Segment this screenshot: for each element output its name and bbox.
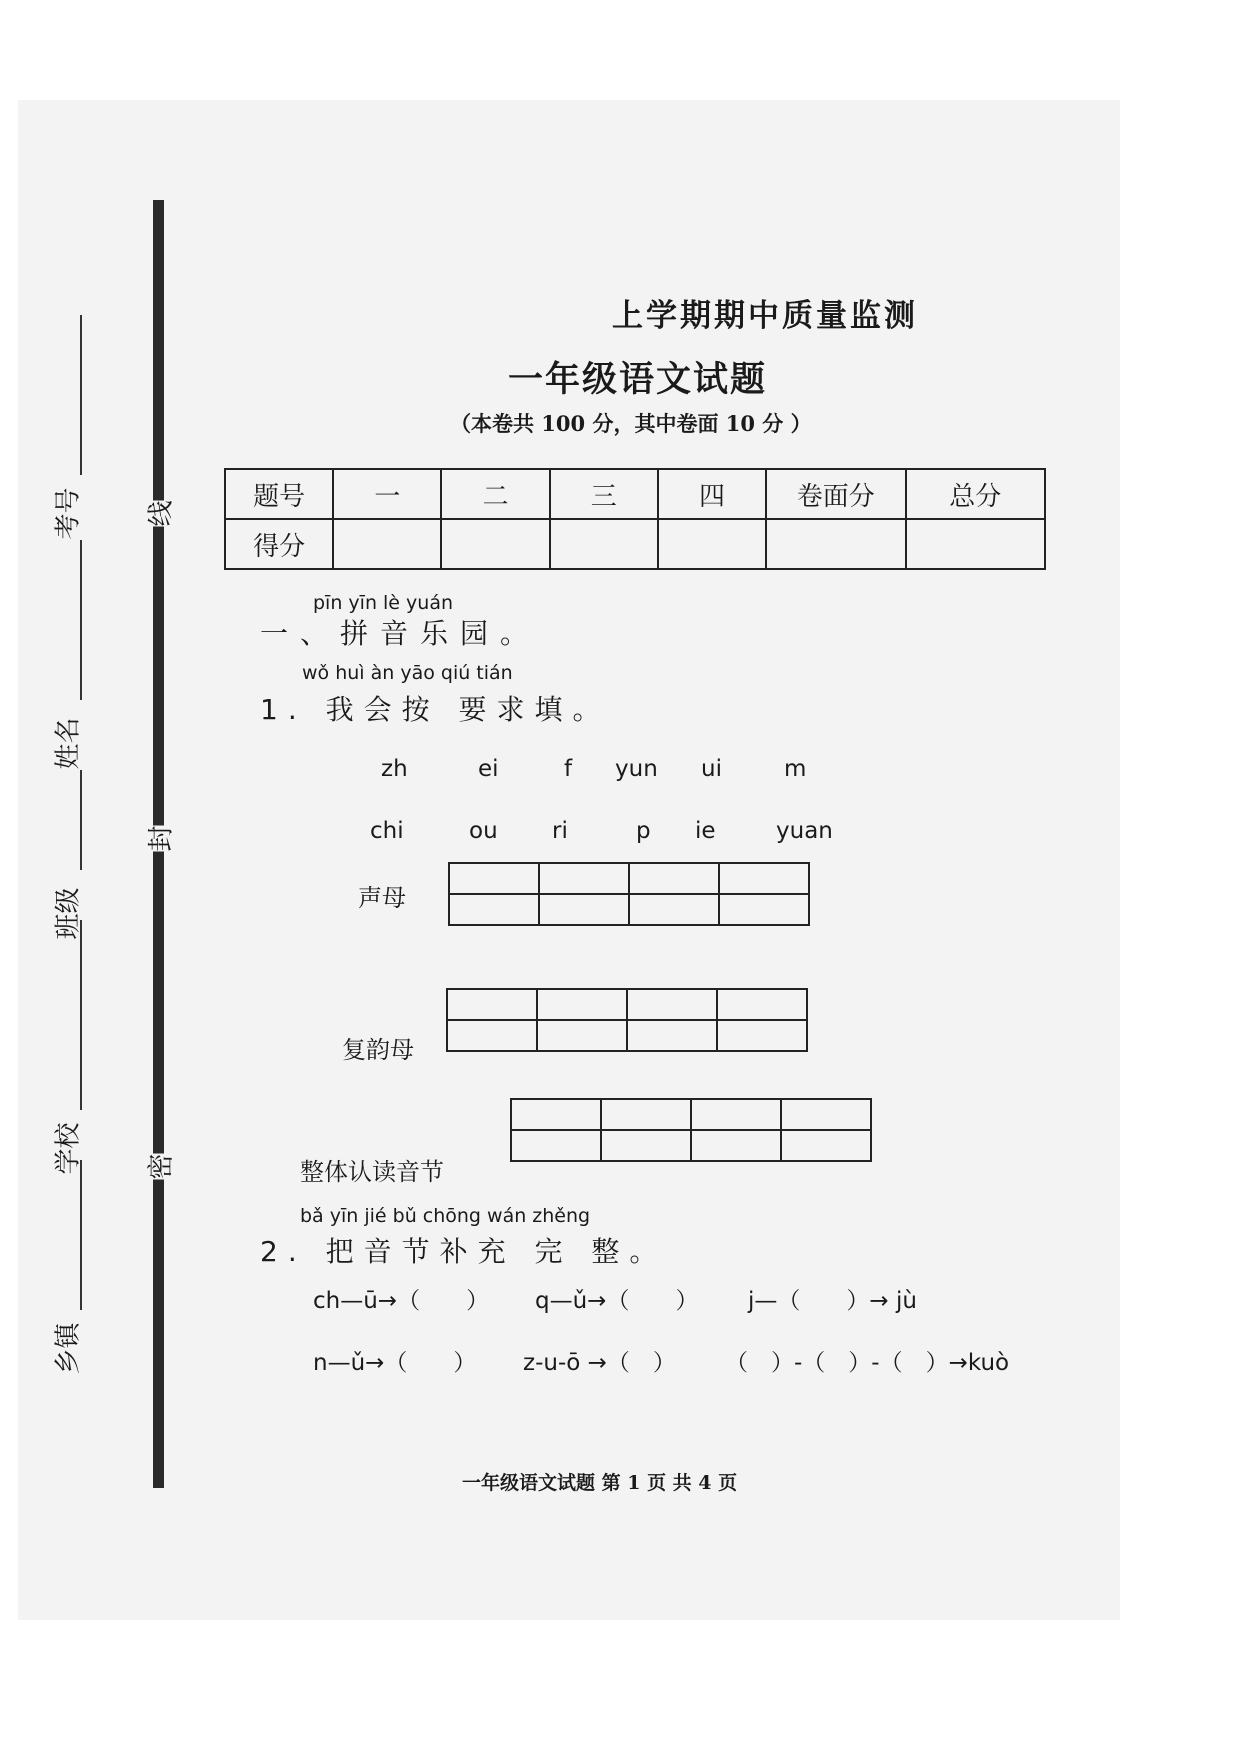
score-cell[interactable] xyxy=(658,519,766,569)
banji-line xyxy=(80,770,82,870)
q2-fill[interactable]: j—（ ）→ jù xyxy=(748,1288,917,1314)
answer-cell[interactable] xyxy=(781,1099,871,1130)
side-label-xingming: 姓名 xyxy=(53,717,84,770)
q1-syllable: p xyxy=(636,818,651,844)
answer-cell[interactable] xyxy=(511,1130,601,1161)
q2-fill[interactable]: ch—ū→（ ） xyxy=(313,1288,490,1314)
shengmu-grid xyxy=(448,862,810,926)
answer-cell[interactable] xyxy=(511,1099,601,1130)
score-cell[interactable] xyxy=(550,519,658,569)
q1-syllable: yuan xyxy=(776,818,833,844)
section1-pinyin: pīn yīn lè yuán xyxy=(313,592,454,614)
answer-cell[interactable] xyxy=(717,989,807,1020)
answer-cell[interactable] xyxy=(691,1130,781,1161)
kaohao-line xyxy=(80,315,82,475)
answer-cell[interactable] xyxy=(447,1020,537,1051)
label-zhengti: 整体认读音节 xyxy=(300,1158,444,1186)
q2-text: 2. 把音节补充 完 整。 xyxy=(260,1235,668,1268)
score-header-cell: 卷面分 xyxy=(766,469,905,519)
score-cell[interactable] xyxy=(906,519,1045,569)
side-label-xiangzhen: 乡镇 xyxy=(53,1322,84,1375)
answer-cell[interactable] xyxy=(537,989,627,1020)
xiangzhen-line xyxy=(80,1160,82,1310)
q1-syllable: ie xyxy=(695,818,716,844)
answer-cell[interactable] xyxy=(601,1130,691,1161)
exam-subtitle: 一年级语文试题 xyxy=(508,360,768,400)
score-row-label: 得分 xyxy=(225,519,333,569)
answer-cell[interactable] xyxy=(691,1099,781,1130)
exam-note: （本卷共 100 分，其中卷面 10 分 ） xyxy=(450,411,812,436)
side-label-xuexiao: 学校 xyxy=(53,1122,84,1175)
score-cell[interactable] xyxy=(766,519,905,569)
score-header-cell: 总分 xyxy=(906,469,1045,519)
xuexiao-line xyxy=(80,920,82,1110)
binding-label-feng: 封 xyxy=(141,825,178,851)
label-fuyunmu: 复韵母 xyxy=(342,1036,414,1064)
q1-syllable: ou xyxy=(469,818,498,844)
section1-title: 一、拼音乐园。 xyxy=(260,617,541,650)
answer-cell[interactable] xyxy=(719,894,809,925)
q2-fill[interactable]: z-u-ō →（ ） xyxy=(523,1350,676,1376)
q1-syllable: ui xyxy=(701,756,722,782)
answer-cell[interactable] xyxy=(539,863,629,894)
fuyunmu-grid xyxy=(446,988,808,1052)
answer-cell[interactable] xyxy=(717,1020,807,1051)
answer-cell[interactable] xyxy=(627,989,717,1020)
binding-label-xian: 线 xyxy=(141,500,178,526)
answer-cell[interactable] xyxy=(449,894,539,925)
answer-cell[interactable] xyxy=(601,1099,691,1130)
score-table xyxy=(224,468,1046,570)
score-cell[interactable] xyxy=(333,519,441,569)
answer-cell[interactable] xyxy=(537,1020,627,1051)
q1-syllable: chi xyxy=(370,818,404,844)
exam-title: 上学期期中质量监测 xyxy=(612,298,918,334)
q2-fill[interactable]: q—ǔ→（ ） xyxy=(535,1288,699,1314)
q1-pinyin: wǒ huì àn yāo qiú tián xyxy=(302,662,513,684)
q2-fill[interactable]: n—ǔ→（ ） xyxy=(313,1350,477,1376)
score-header-cell: 题号 xyxy=(225,469,333,519)
answer-cell[interactable] xyxy=(447,989,537,1020)
score-header-cell: 四 xyxy=(658,469,766,519)
q1-syllable: ri xyxy=(552,818,568,844)
xingming-line xyxy=(80,540,82,700)
answer-cell[interactable] xyxy=(539,894,629,925)
scanned-page xyxy=(18,100,1120,1620)
answer-cell[interactable] xyxy=(629,894,719,925)
answer-cell[interactable] xyxy=(629,863,719,894)
q1-syllable: m xyxy=(784,756,807,782)
label-shengmu: 声母 xyxy=(358,884,406,912)
score-cell[interactable] xyxy=(441,519,549,569)
answer-cell[interactable] xyxy=(449,863,539,894)
q1-syllable: f xyxy=(564,756,573,782)
page-footer: 一年级语文试题 第 1 页 共 4 页 xyxy=(462,1472,738,1494)
answer-cell[interactable] xyxy=(719,863,809,894)
score-header-cell: 一 xyxy=(333,469,441,519)
q2-fill[interactable]: （ ）-（ ）-（ ）→kuò xyxy=(725,1350,1010,1376)
q1-syllable: yun xyxy=(615,756,658,782)
side-label-banji: 班级 xyxy=(53,887,84,940)
side-label-kaohao: 考号 xyxy=(53,487,84,540)
score-header-cell: 三 xyxy=(550,469,658,519)
answer-cell[interactable] xyxy=(627,1020,717,1051)
binding-label-mi: 密 xyxy=(141,1153,178,1179)
q2-pinyin: bǎ yīn jié bǔ chōng wán zhěng xyxy=(300,1205,591,1227)
q1-syllable: zh xyxy=(381,756,408,782)
q1-syllable: ei xyxy=(478,756,499,782)
answer-cell[interactable] xyxy=(781,1130,871,1161)
score-header-cell: 二 xyxy=(441,469,549,519)
zhengti-grid xyxy=(510,1098,872,1162)
q1-text: 1. 我会按 要求填。 xyxy=(260,693,611,726)
